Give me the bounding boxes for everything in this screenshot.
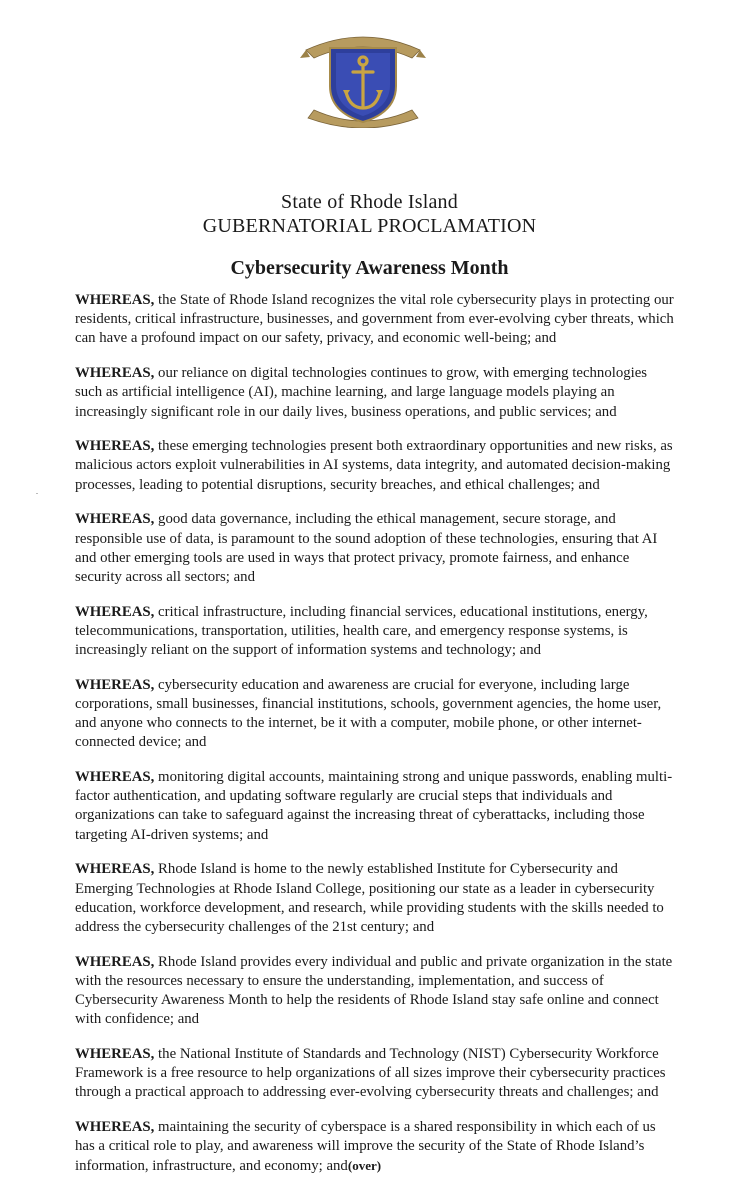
- whereas-text: monitoring digital accounts, maintaining strong and unique passwords, enabling multi-factor authentication, and updating software regularly are crucial steps that individuals and organizations can take to safeguard against the increasing threat of cyberattacks, including those targeting AI-driven systems; and: [75, 769, 673, 843]
- whereas-text: good data governance, including the ethical management, secure storage, and responsible use of data, is paramount to the sound adoption of these technologies, ensuring that AI and other emerging tools are used in ways that protect privacy, promote fairness, and enhance security across all sectors; and: [75, 511, 658, 585]
- whereas-lead: WHEREAS,: [75, 511, 155, 528]
- whereas-text: Rhode Island is home to the newly established Institute for Cybersecurity and Emerging Technologies at Rhode Island College, positioning our state as a leader in cybersecurity education, workforce development, and research, while providing students with the skills needed to address the cybersecurity challenges of the 21st century; and: [75, 861, 664, 935]
- whereas-text: Rhode Island provides every individual and public and private organization in the state with the resources necessary to ensure the understanding, implementation, and success of Cybersecurity Awareness Month to help the residents of Rhode Island stay safe online and connect with confidence; and: [75, 953, 673, 1028]
- whereas-paragraph: [75, 953, 675, 1030]
- whereas-paragraph: [75, 364, 675, 422]
- whereas-text: cybersecurity education and awareness are crucial for everyone, including large corporations, small businesses, financial institutions, schools, government agencies, the home user, and anyone who connects to the internet, be it with a computer, mobile phone, or other internet-connected device; and: [75, 676, 662, 751]
- proclamation-header: [0, 190, 729, 238]
- continued-over-label: (over): [347, 1158, 382, 1173]
- state-seal-anchor-icon: [300, 28, 426, 128]
- whereas-text: the National Institute of Standards and Technology (NIST) Cybersecurity Workforce Framework is a free resource to help organizations of all sizes improve their cybersecurity practices through a practical approach to addressing ever-evolving cybersecurity threats and challenges; and: [75, 1046, 666, 1101]
- whereas-lead: WHEREAS,: [75, 438, 155, 455]
- whereas-lead: WHEREAS,: [75, 1046, 155, 1062]
- scan-speck: [36, 493, 38, 494]
- whereas-text: maintaining the security of cyberspace is a shared responsibility in which each of us has a critical role to play, and awareness will improve the security of the State of Rhode Island’s information, infrastructure, and economy; and: [75, 1119, 656, 1174]
- whereas-paragraph: [75, 437, 675, 495]
- whereas-lead: WHEREAS,: [75, 603, 155, 620]
- whereas-text: our reliance on digital technologies continues to grow, with emerging technologies such as artificial intelligence (AI), machine learning, and large language models playing an increasingly significant role in our daily lives, business operations, and public services; and: [75, 365, 648, 420]
- whereas-paragraph: [75, 768, 675, 845]
- whereas-text: critical infrastructure, including financial services, educational institutions, energy, telecommunications, transportation, utilities, health care, and emergency response systems, is increasingly reliant on the support of information systems and technology; and: [75, 603, 648, 659]
- state-name: State of Rhode Island: [281, 191, 458, 213]
- whereas-paragraph: [75, 1045, 675, 1103]
- whereas-text: these emerging technologies present both extraordinary opportunities and new risks, as malicious actors exploit vulnerabilities in AI systems, data integrity, and automated decision-making processes, leading to potential disruptions, security breaches, and ethical challenges; and: [75, 438, 673, 493]
- whereas-text: the State of Rhode Island recognizes the vital role cybersecurity plays in protecting our residents, critical infrastructure, businesses, and government from ever-evolving cyber threats, which can have a profound impact on our safety, privacy, and economic well-being; and: [75, 292, 674, 347]
- whereas-paragraph: [75, 676, 675, 753]
- whereas-lead: WHEREAS,: [75, 861, 155, 878]
- whereas-paragraph: [75, 510, 675, 587]
- proclamation-body: [75, 291, 675, 1191]
- whereas-lead: WHEREAS,: [75, 292, 155, 308]
- whereas-paragraph: [75, 291, 675, 349]
- whereas-lead: WHEREAS,: [75, 365, 155, 382]
- whereas-lead: WHEREAS,: [75, 769, 155, 786]
- whereas-lead: WHEREAS,: [75, 676, 155, 693]
- whereas-paragraph: [75, 860, 675, 937]
- whereas-paragraph: [75, 603, 675, 661]
- page-title: Cybersecurity Awareness Month: [230, 257, 509, 279]
- proclamation-type: GUBERNATORIAL PROCLAMATION: [202, 215, 537, 237]
- whereas-lead: WHEREAS,: [75, 953, 155, 970]
- whereas-lead: WHEREAS,: [75, 1119, 155, 1136]
